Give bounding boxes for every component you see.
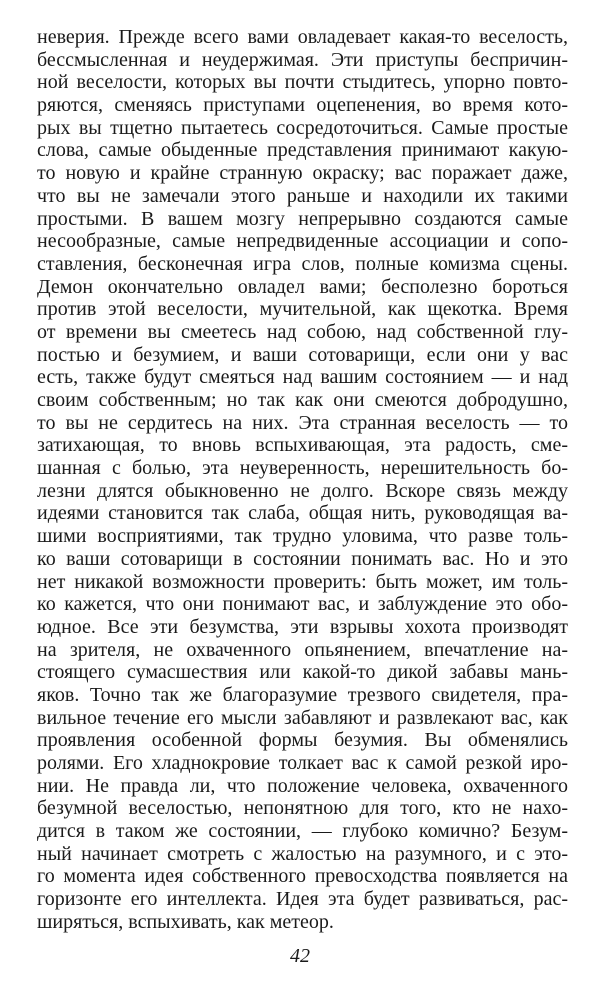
text-line: яков. Точно так же благоразумие трезвого свидетеля, пра- — [37, 683, 568, 706]
text-line: идеями становится так слаба, общая нить, руководящая ва- — [37, 502, 568, 525]
text-line: неверия. Прежде всего вами овладевает какая-то веселость, — [37, 26, 568, 48]
text-line: постью и безумием, и ваши сотоварищи, если они у вас — [37, 343, 568, 366]
text-line: горизонте его интеллекта. Идея эта будет развиваться, рас- — [37, 888, 568, 911]
text-line: есть, также будут смеяться над вашим состоянием — и над — [37, 366, 568, 389]
text-line: ко ваши сотоварищи в состоянии понимать вас. Но и это — [37, 547, 568, 570]
text-line: шими восприятиями, так трудно уловима, что разве толь- — [37, 525, 568, 548]
text-line: ный начинает смотреть с жалостью на разумного, и с это- — [37, 842, 568, 865]
text-line: проявления особенной формы безумия. Вы обменялись — [37, 729, 568, 752]
text-line: затихающая, то вновь вспыхивающая, эта радость, сме- — [37, 434, 568, 457]
text-line: нии. Не правда ли, что положение человека, охваченного — [37, 774, 568, 797]
text-line: на зрителя, не охваченного опьянением, впечатление на- — [37, 638, 568, 661]
text-line: ряются, сменяясь приступами оцепенения, во время кото- — [37, 94, 568, 117]
text-line: рых вы тщетно пытаетесь сосредоточиться. Самые простые — [37, 116, 568, 139]
text-line: Демон окончательно овладел вами; бесполезно бороться — [37, 275, 568, 298]
text-line: стоящего сумасшествия или какой-то дикой забавы мань- — [37, 661, 568, 684]
text-line: ролями. Его хладнокровие толкает вас к самой резкой иро- — [37, 752, 568, 774]
text-line: против этой веселости, мучительной, как щекотка. Время — [37, 298, 568, 321]
text-line: несообразные, самые непредвиденные ассоциации и сопо- — [37, 230, 568, 253]
text-line: го момента идея собственного превосходства появляется на — [37, 865, 568, 888]
text-line: ширяться, вспыхивать, как метеор. — [37, 910, 334, 933]
text-line: от времени вы смеетесь над собою, над собственной глу- — [37, 320, 568, 343]
text-line: то новую и крайне странную окраску; вас поражает даже, — [37, 162, 568, 185]
text-line: юдное. Все эти безумства, эти взрывы хохота производят — [37, 615, 568, 638]
text-line: простыми. В вашем мозгу непрерывно создаются самые — [37, 207, 568, 230]
text-line: безумной веселостью, непонятною для того, кто не нахо- — [37, 797, 568, 820]
text-line: ной веселости, которых вы почти стыдитесь, упорно повто- — [37, 71, 568, 94]
page-body-text — [37, 26, 568, 934]
text-line: ставления, бесконечная игра слов, полные комизма сцены. — [37, 252, 568, 275]
text-line: своим собственным; но так как они смеются добродушно, — [37, 389, 568, 411]
text-line: то вы не сердитесь на них. Эта странная веселость — то — [37, 411, 568, 434]
text-line: ко кажется, что они понимают вас, и заблуждение это обо- — [37, 593, 568, 616]
text-line: бессмысленная и неудержимая. Эти приступы беспричин- — [37, 48, 568, 71]
text-line: вильное течение его мысли забавляют и развлекают вас, как — [37, 706, 568, 729]
text-line: нет никакой возможности проверить: быть может, им толь- — [37, 570, 568, 593]
text-line: дится в таком же состоянии, — глубоко комично? Безум- — [37, 820, 568, 843]
page-number: 42 — [290, 945, 310, 967]
text-line: что вы не замечали этого раньше и находили их такими — [37, 184, 568, 207]
text-line: шанная с болью, эта неуверенность, нерешительность бо- — [37, 457, 568, 480]
text-line: лезни длятся обыкновенно не долго. Вскоре связь между — [37, 479, 568, 502]
text-line: слова, самые обыденные представления принимают какую- — [37, 139, 568, 162]
